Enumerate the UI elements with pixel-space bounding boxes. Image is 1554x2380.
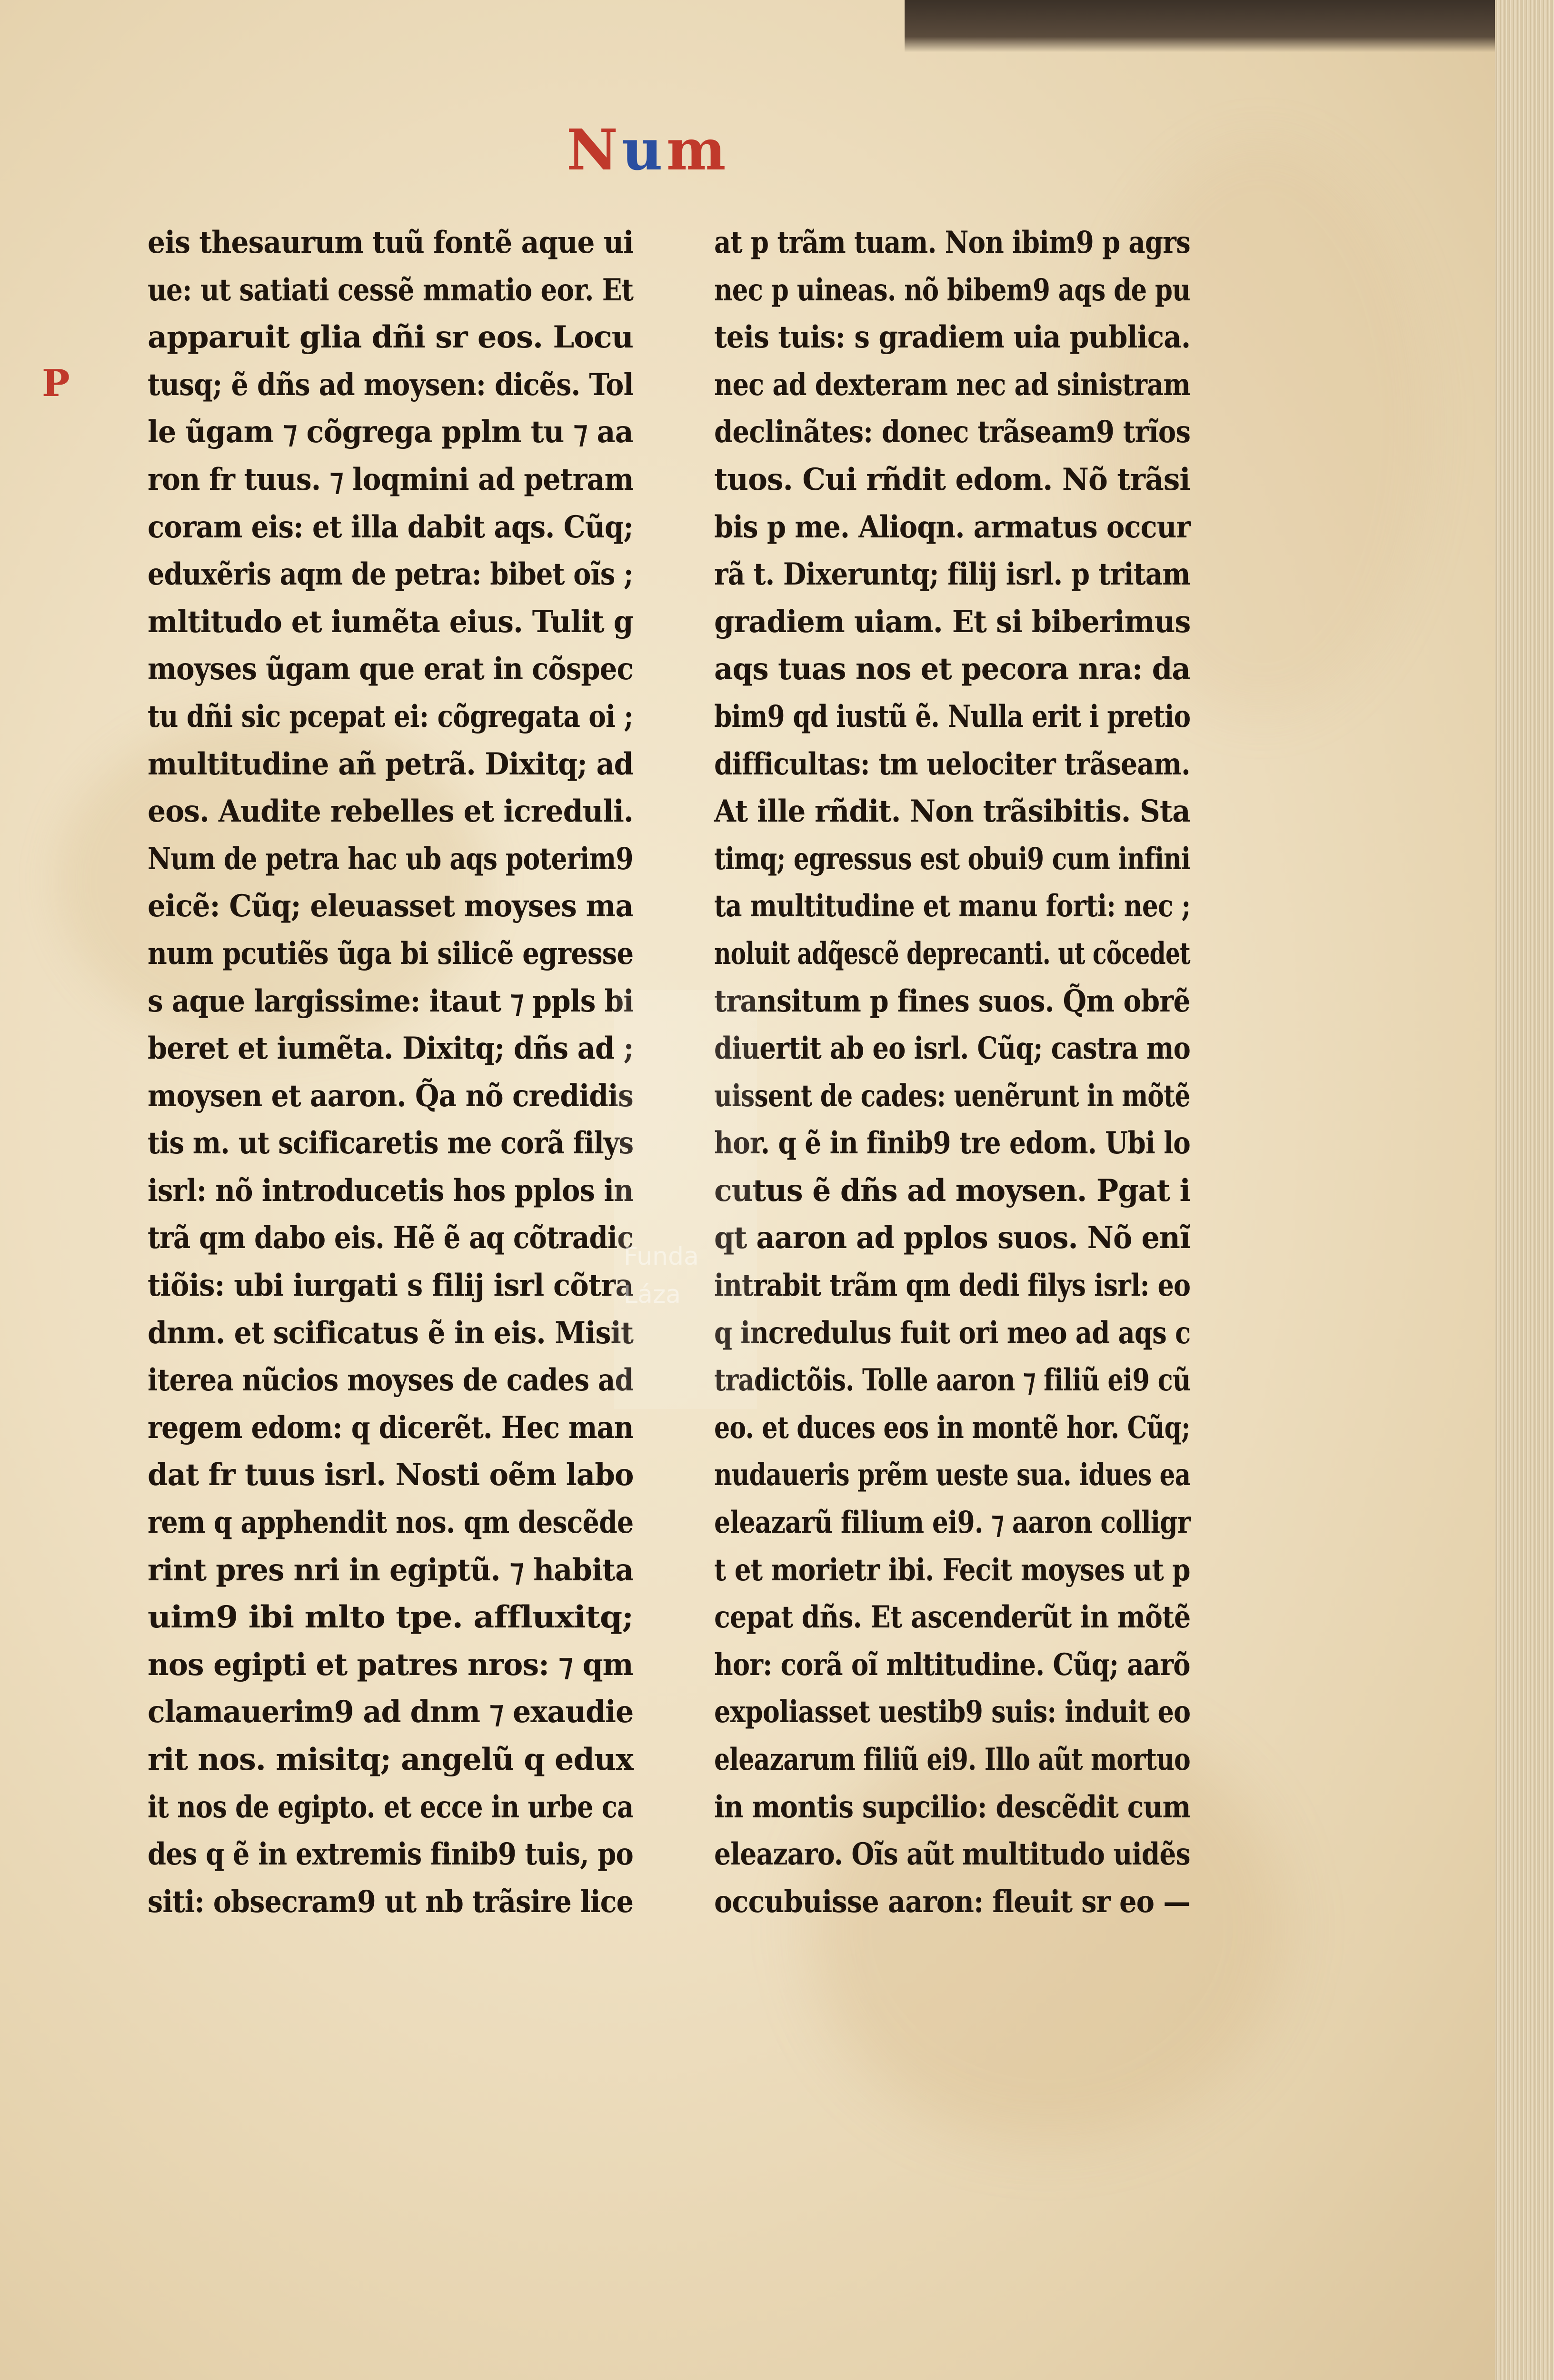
watermark-text <box>624 1238 699 1314</box>
text-line: eleazarũ filium ei9. ⁊ aaron colligr <box>714 1505 1190 1541</box>
text-line: nec ad dexteram nec ad sinistram <box>714 367 1190 403</box>
text-line: moyses ũgam que erat in cõspec <box>148 651 633 687</box>
left-text-column <box>148 219 671 1925</box>
watermark-line: Funda <box>624 1242 699 1271</box>
text-line: nos egipti et patres nros: ⁊ qm <box>148 1646 633 1683</box>
text-line: num pcutiẽs ũga bi silicẽ egresse <box>148 935 634 972</box>
page-edges <box>1495 0 1554 2380</box>
text-line: multitudine añ petrã. Dixitq; ad <box>148 746 633 782</box>
right-text-column <box>714 219 1214 1925</box>
text-line: rit nos. misitq; angelũ q edux <box>148 1742 634 1777</box>
text-line: bim9 qd iustũ ẽ. Nulla erit i pretio <box>714 698 1191 734</box>
text-line: rint pres nri in egiptũ. ⁊ habita <box>148 1552 634 1588</box>
text-line: intrabit trãm qm dedi filys isrl: eo <box>714 1268 1191 1304</box>
text-line: tuos. Cui rñdit edom. Nõ trãsi <box>714 461 1190 497</box>
text-line: tu dñi sic pcepat ei: cõgregata oi ; <box>148 698 633 734</box>
text-line: tis m. ut scificaretis me corã filys <box>148 1125 634 1161</box>
running-head-letter: u <box>621 117 667 183</box>
text-line: occubuisse aaron: fleuit sr eo — <box>714 1884 1190 1920</box>
text-line: cutus ẽ dñs ad moysen. Pgat i <box>714 1172 1190 1209</box>
text-line: mltitudo et iumẽta eius. Tulit g <box>148 604 633 640</box>
text-line: Num de petra hac ub aqs poterim9 <box>148 841 633 877</box>
text-line: t et morietr ibi. Fecit moyses ut p <box>714 1552 1190 1588</box>
text-line: difficultas: tm uelociter trãseam. <box>714 746 1190 782</box>
watermark-line: Láza <box>624 1280 681 1309</box>
text-line: qt aaron ad pplos suos. Nõ enĩ <box>714 1220 1190 1256</box>
text-line: nudaueris prẽm ueste sua. idues ea <box>714 1457 1191 1493</box>
text-line: q incredulus fuit ori meo ad aqs c <box>714 1315 1191 1351</box>
text-line: iterea nũcios moyses de cades ad <box>148 1362 633 1398</box>
running-head <box>567 117 730 183</box>
text-line: clamauerim9 ad dnm ⁊ exaudie <box>148 1694 634 1730</box>
text-line: it nos de egipto. et ecce in urbe ca <box>148 1789 634 1825</box>
text-line: teis tuis: s gradiem uia publica. <box>714 319 1191 356</box>
text-line: eleazarum filiũ ei9. Illo aũt mortuo <box>714 1742 1190 1777</box>
text-line: tusq; ẽ dñs ad moysen: dicẽs. Tol <box>148 367 634 403</box>
running-head-letter: N <box>567 117 622 183</box>
text-line: at p trãm tuam. Non ibim9 p agrs <box>714 225 1190 260</box>
text-line: apparuit glia dñi sr eos. Locu <box>148 319 634 356</box>
text-line: des q ẽ in extremis finib9 tuis, po <box>148 1836 633 1873</box>
text-line: eicẽ: Cũq; eleuasset moyses ma <box>148 888 633 924</box>
text-line: tradictõis. Tolle aaron ⁊ filiũ ei9 cũ <box>714 1362 1191 1398</box>
text-line: eo. et duces eos in montẽ hor. Cũq; <box>714 1409 1190 1446</box>
text-line: hor: corã oĩ mltitudine. Cũq; aarõ <box>714 1646 1190 1683</box>
text-line: diuertit ab eo isrl. Cũq; castra mo <box>714 1031 1190 1067</box>
text-line: bis p me. Alioqn. armatus occur <box>714 509 1190 545</box>
text-line: expoliasset uestib9 suis: induit eo <box>714 1694 1191 1730</box>
text-line: gradiem uiam. Et si biberimus <box>714 604 1191 640</box>
text-line: ue: ut satiati cessẽ mmatio eor. Et <box>148 272 634 308</box>
text-line: transitum p fines suos. Q̃m obrẽ <box>714 983 1190 1019</box>
text-line: rã t. Dixeruntq; filij isrl. p tritam <box>714 556 1190 593</box>
text-line: s aque largissime: itaut ⁊ ppls bi <box>148 983 634 1019</box>
text-line: le ũgam ⁊ cõgrega pplm tu ⁊ aa <box>148 414 633 450</box>
text-line: dat fr tuus isrl. Nosti oẽm labo <box>148 1457 634 1493</box>
text-line: coram eis: et illa dabit aqs. Cũq; <box>148 509 633 545</box>
text-line: aqs tuas nos et pecora nra: da <box>714 651 1190 687</box>
text-line: eduxẽris aqm de petra: bibet oĩs ; <box>148 556 633 593</box>
text-line: ron fr tuus. ⁊ loqmini ad petram <box>148 461 634 497</box>
text-line: ta multitudine et manu forti: nec ; <box>714 888 1191 924</box>
text-line: timq; egressus est obui9 cum infini <box>714 841 1190 877</box>
text-line: eis thesaurum tuũ fontẽ aque ui <box>148 225 634 260</box>
text-line: moysen et aaron. Q̃a nõ credidis <box>148 1078 633 1114</box>
text-line: noluit adq̃escẽ deprecanti. ut cõcedet <box>714 935 1190 972</box>
margin-note: P <box>42 362 70 405</box>
text-line: dnm. et scificatus ẽ in eis. Misit <box>148 1315 633 1351</box>
text-line: cepat dñs. Et ascenderũt in mõtẽ <box>714 1599 1191 1636</box>
text-line: regem edom: q dicerẽt. Hec man <box>148 1409 634 1446</box>
text-line: eleazaro. Oĩs aũt multitudo uidẽs <box>714 1836 1190 1873</box>
text-line: uissent de cades: uenẽrunt in mõtẽ <box>714 1078 1190 1114</box>
running-head-letter: m <box>666 117 730 183</box>
book-binding <box>905 0 1554 52</box>
watermark-band <box>614 990 757 1409</box>
text-line: trã qm dabo eis. Hẽ ẽ aq cõtradic <box>148 1220 633 1256</box>
text-line: nec p uineas. nõ bibem9 aqs de pu <box>714 272 1190 308</box>
text-line: tiõis: ubi iurgati s filij isrl cõtra <box>148 1268 633 1304</box>
text-line: in montis supcilio: descẽdit cum <box>714 1789 1191 1825</box>
text-line: beret et iumẽta. Dixitq; dñs ad ; <box>148 1031 634 1067</box>
text-line: eos. Audite rebelles et icreduli. <box>148 793 633 830</box>
text-line: siti: obsecram9 ut nb trãsire lice <box>148 1884 634 1920</box>
text-line: At ille rñdit. Non trãsibitis. Sta <box>714 793 1190 830</box>
text-line: isrl: nõ introducetis hos pplos in <box>148 1172 633 1209</box>
text-line: rem q apphendit nos. qm descẽde <box>148 1505 634 1541</box>
text-line: uim9 ibi mlto tpe. affluxitq; <box>148 1599 633 1636</box>
text-line: hor. q ẽ in finib9 tre edom. Ubi lo <box>714 1125 1190 1161</box>
text-line: declinãtes: donec trãseam9 trĩos <box>714 414 1191 450</box>
